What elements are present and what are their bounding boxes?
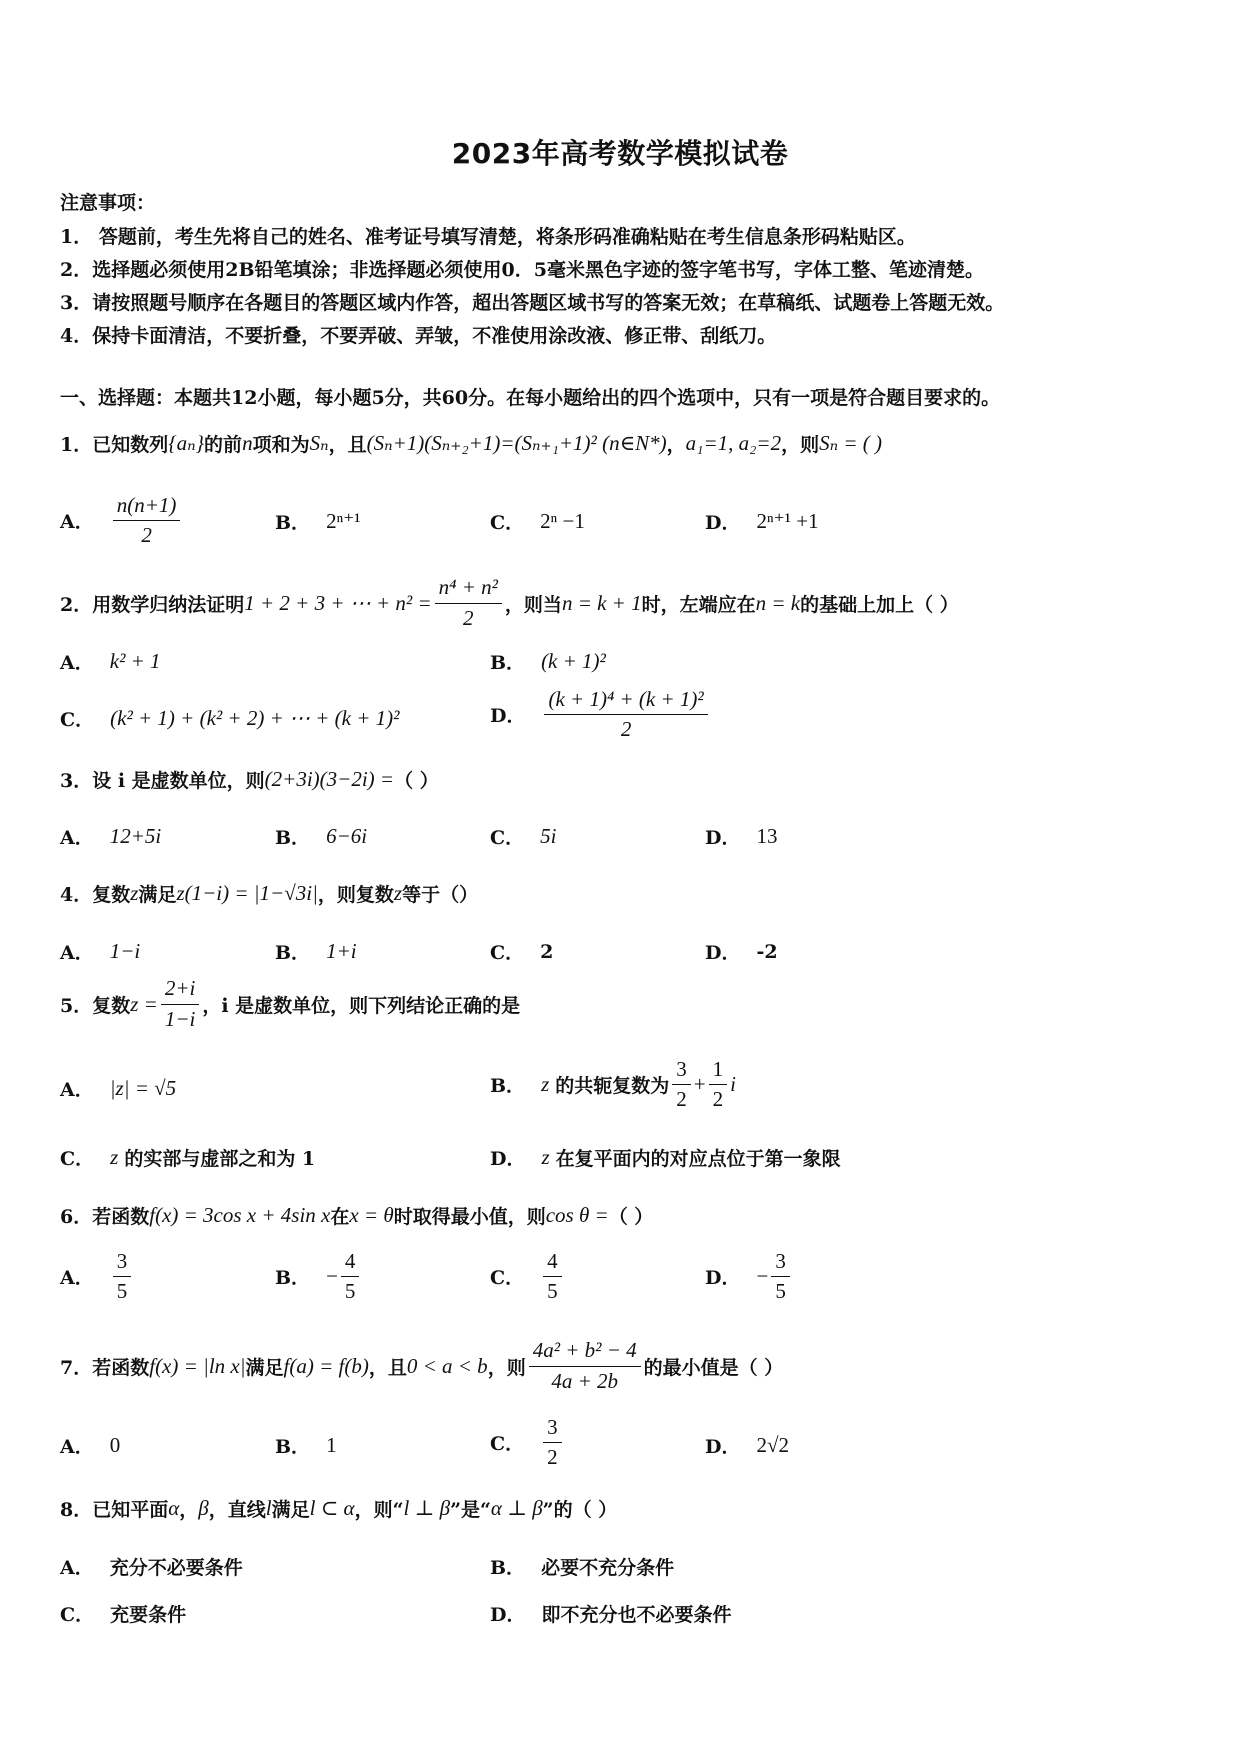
- denominator: 2: [463, 605, 474, 630]
- option-value: 2ⁿ −1: [540, 509, 585, 533]
- q3-option-d[interactable]: [705, 823, 777, 850]
- option-value: k² + 1: [109, 649, 161, 673]
- option-label: C．: [490, 1267, 525, 1290]
- numerator: 3: [543, 1416, 562, 1443]
- option-value: 13: [756, 824, 778, 848]
- option-label: A．: [60, 1079, 94, 1101]
- q6-option-b[interactable]: [275, 1250, 362, 1303]
- q1-option-d[interactable]: [705, 508, 819, 535]
- q5-option-d[interactable]: [490, 1144, 841, 1171]
- q2-text: 时，左端应在: [641, 593, 756, 616]
- option-value: 2√2: [756, 1433, 790, 1457]
- denominator: 4a + 2b: [551, 1368, 618, 1393]
- q8-alpha: α: [168, 1495, 180, 1520]
- q6-text: 6．若函数: [60, 1205, 150, 1228]
- option-label: B．: [490, 1557, 526, 1579]
- question-6: [60, 1198, 1190, 1232]
- q6-option-c[interactable]: [490, 1250, 565, 1303]
- q8-condition-2: α ⊥ β: [490, 1495, 543, 1520]
- q6-function: f(x) = 3cos x + 4sin x: [149, 1202, 331, 1227]
- denominator: 5: [116, 1279, 128, 1304]
- fraction: [113, 494, 181, 547]
- question-7: [60, 1334, 1190, 1398]
- q5-text: ，i 是虚数单位，则下列结论正确的是: [202, 994, 521, 1017]
- q8-text: ，则“: [354, 1498, 404, 1521]
- q1-n: n: [242, 430, 253, 455]
- option-value: 6−6i: [326, 824, 368, 848]
- q8-option-a[interactable]: [60, 1553, 243, 1580]
- q7-text: 满足: [245, 1356, 284, 1379]
- option-label: D．: [490, 1148, 526, 1170]
- q4-option-b[interactable]: [275, 938, 357, 965]
- question-4: [60, 876, 1190, 910]
- option-value: 1: [326, 1433, 337, 1457]
- q8-text: ”的（ ）: [542, 1498, 618, 1521]
- fraction: [543, 1250, 562, 1303]
- option-value: 1+i: [326, 939, 357, 963]
- q8-condition: l ⊂ α: [309, 1495, 355, 1520]
- q4-option-c[interactable]: [490, 938, 553, 965]
- option-value: (k + 1)²: [541, 649, 606, 673]
- q1-option-c[interactable]: [490, 508, 585, 535]
- section-heading: 一、选择题：本题共12小题，每小题5分，共60分。在每小题给出的四个选项中，只有一项是符合题目要求的。: [60, 387, 1001, 409]
- q4-text: 满足: [138, 883, 177, 906]
- option-label: C．: [490, 1433, 525, 1456]
- q6-option-d[interactable]: [705, 1250, 793, 1303]
- q8-condition-1: l ⊥ β: [403, 1495, 451, 1520]
- q2-option-b[interactable]: [490, 648, 606, 675]
- numerator: 2+i: [161, 977, 200, 1004]
- option-label: C．: [490, 512, 525, 534]
- q1-initial: a₁=1, a₂=2: [685, 430, 782, 455]
- option-label: D．: [705, 1267, 741, 1290]
- q2-text: ，则当: [504, 593, 562, 616]
- q2-base: n = k: [755, 590, 801, 615]
- option-value: |z| = √5: [109, 1076, 177, 1100]
- fraction: [709, 1058, 728, 1111]
- plus-sign: +: [693, 1072, 706, 1097]
- option-label: B．: [275, 942, 311, 964]
- option-label: B．: [275, 512, 311, 534]
- option-label: C．: [60, 709, 95, 731]
- numerator: 4a² + b² − 4: [529, 1339, 641, 1366]
- q4-text: 等于（）: [402, 883, 479, 906]
- numerator: 3: [113, 1250, 132, 1277]
- q2-text: 的基础上加上（ ）: [800, 593, 959, 616]
- q1-ask: Sₙ = ( ): [819, 430, 883, 455]
- option-value: 的实部与虚部之和为 1: [124, 1148, 316, 1170]
- numerator: n⁴ + n²: [435, 576, 502, 603]
- option-label: C．: [60, 1604, 95, 1626]
- q2-lhs: 1 + 2 + 3 + ⋯ + n² =: [244, 590, 432, 615]
- fraction: [341, 1250, 360, 1303]
- option-label: B．: [490, 1075, 526, 1098]
- q7-option-a[interactable]: [60, 1432, 120, 1459]
- option-label: D．: [490, 1604, 526, 1626]
- denominator: 2: [712, 1087, 724, 1112]
- numerator: (k + 1)⁴ + (k + 1)²: [544, 688, 707, 715]
- q8-text: 满足: [271, 1498, 310, 1521]
- option-value: 2: [540, 940, 554, 963]
- option-label: A．: [60, 1436, 94, 1458]
- numerator: 3: [771, 1250, 790, 1277]
- option-label: C．: [490, 942, 525, 964]
- option-label: C．: [60, 1148, 95, 1170]
- q1-text: 1．已知数列: [60, 433, 169, 456]
- option-value: 5i: [540, 824, 557, 848]
- option-label: A．: [60, 652, 94, 674]
- option-value: 充分不必要条件: [109, 1557, 243, 1579]
- q7-option-b[interactable]: [275, 1432, 337, 1459]
- option-value: 2ⁿ⁺¹: [326, 509, 361, 533]
- q4-text: 4．复数: [60, 883, 131, 906]
- option-label: B．: [275, 1267, 311, 1290]
- q1-text: ，则: [781, 433, 820, 456]
- option-value: 即不充分也不必要条件: [541, 1604, 732, 1626]
- option-label: D．: [705, 942, 741, 964]
- q1-option-b[interactable]: [275, 508, 361, 535]
- question-3: [60, 762, 1190, 796]
- denominator: 1−i: [164, 1006, 196, 1031]
- option-value: 充要条件: [110, 1604, 187, 1626]
- option-z: z: [110, 1145, 119, 1169]
- denominator: 2: [620, 717, 632, 742]
- q4-expression: z(1−i) = |1−√3i|: [176, 880, 318, 905]
- q4-z: z: [130, 880, 139, 905]
- q8-text: 8．已知平面: [60, 1498, 169, 1521]
- option-label: A．: [60, 1557, 94, 1579]
- fraction: [529, 1339, 641, 1392]
- q6-text: （ ）: [608, 1205, 654, 1228]
- question-5: [60, 972, 1190, 1036]
- q7-text: 的最小值是（ ）: [643, 1356, 784, 1379]
- notice-item-1: 1． 答题前，考生先将自己的姓名、准考证号填写清楚，将条形码准确粘贴在考生信息条形码粘贴区。: [60, 226, 916, 248]
- q8-text: ，: [179, 1498, 199, 1521]
- fraction: [543, 1416, 562, 1469]
- denominator: 5: [775, 1279, 786, 1304]
- numerator: 4: [543, 1250, 562, 1277]
- numerator: 3: [672, 1058, 691, 1085]
- q1-text: ，且: [328, 433, 367, 456]
- option-value: -2: [756, 940, 778, 963]
- q3-expression: (2+3i)(3−2i) =: [264, 766, 395, 791]
- option-value: 必要不充分条件: [541, 1557, 675, 1579]
- option-value: 1−i: [109, 939, 141, 963]
- denominator: 5: [344, 1279, 356, 1304]
- option-value: 的共轭复数为: [555, 1075, 670, 1098]
- q3-text: （ ）: [394, 769, 439, 792]
- q3-text: 3．设 i 是虚数单位，则: [60, 769, 265, 792]
- q7-option-d[interactable]: [705, 1432, 789, 1459]
- q4-z: z: [393, 880, 403, 905]
- q7-range: 0 < a < b: [406, 1353, 488, 1378]
- q7-text: 7．若函数: [60, 1356, 150, 1379]
- q1-text: 项和为: [252, 433, 310, 456]
- q3-option-c[interactable]: [490, 823, 556, 850]
- q7-condition: f(a) = f(b): [283, 1353, 369, 1378]
- fraction: [113, 1250, 132, 1303]
- fraction: [771, 1250, 790, 1303]
- fraction: [161, 977, 200, 1030]
- notice-item-2: 2．选择题必须使用2B铅笔填涂；非选择题必须使用0．5毫米黑色字迹的签字笔书写，字体工整、笔迹清楚。: [60, 259, 984, 281]
- q6-text: 在: [330, 1205, 350, 1228]
- notice-item-4: 4．保持卡面清洁，不要折叠，不要弄破、弄皱，不准使用涂改液、修正带、刮纸刀。: [60, 325, 777, 347]
- option-value: 0: [109, 1433, 121, 1457]
- q4-option-d[interactable]: [705, 938, 778, 965]
- option-value: (k² + 1) + (k² + 2) + ⋯ + (k + 1)²: [110, 706, 400, 730]
- q3-option-a[interactable]: [60, 823, 161, 850]
- option-label: D．: [705, 512, 741, 534]
- q6-text: 时取得最小值，则: [393, 1205, 546, 1228]
- option-label: A．: [60, 942, 94, 964]
- fraction: [672, 1058, 691, 1111]
- q7-function: f(x) = |ln x|: [149, 1353, 246, 1378]
- option-label: B．: [490, 652, 526, 674]
- option-label: D．: [705, 1436, 741, 1458]
- sign: −: [756, 1264, 769, 1289]
- q7-option-c[interactable]: [490, 1416, 565, 1469]
- q1-sn: Sₙ: [309, 430, 329, 455]
- option-z: z: [541, 1072, 550, 1097]
- q8-text: ”是“: [450, 1498, 491, 1521]
- numerator: n(n+1): [113, 494, 181, 521]
- denominator: 5: [547, 1279, 558, 1304]
- fraction: [544, 688, 707, 741]
- option-label: A．: [60, 511, 94, 534]
- q8-option-c[interactable]: [60, 1600, 186, 1627]
- option-label: C．: [490, 827, 525, 849]
- question-8: [60, 1491, 1190, 1525]
- q1-option-a[interactable]: [60, 494, 183, 547]
- sign: −: [326, 1264, 338, 1289]
- option-label: A．: [60, 1267, 94, 1290]
- option-label: D．: [490, 705, 526, 728]
- q6-option-a[interactable]: [60, 1250, 134, 1303]
- imaginary-unit: i: [730, 1072, 736, 1097]
- option-value: 12+5i: [109, 824, 162, 848]
- notice-item-3: 3．请按照题号顺序在各题目的答题区域内作答，超出答题区域书写的答案无效；在草稿纸、试题卷上答题无效。: [60, 292, 1005, 314]
- q4-text: ，则复数: [317, 883, 394, 906]
- q5-option-b[interactable]: [490, 1058, 736, 1111]
- option-z: z: [541, 1145, 550, 1169]
- q3-option-b[interactable]: [275, 823, 367, 850]
- q2-text: 2．用数学归纳法证明: [60, 593, 245, 616]
- denominator: 2: [676, 1087, 687, 1112]
- q1-condition: (Sₙ+1)(Sₙ₊₂+1)=(Sₙ₊₁+1)² (n∈N*): [366, 430, 667, 455]
- question-2: [60, 573, 1190, 633]
- option-label: D．: [705, 827, 741, 849]
- q2-option-d[interactable]: [490, 688, 711, 741]
- q8-option-b[interactable]: [490, 1553, 674, 1580]
- q5-option-a[interactable]: [60, 1075, 176, 1102]
- numerator: 1: [709, 1058, 728, 1085]
- denominator: 2: [547, 1445, 558, 1470]
- question-1: [60, 425, 1190, 461]
- q7-text: ，且: [368, 1356, 407, 1379]
- q1-seq: {aₙ}: [168, 430, 205, 455]
- q5-z: z =: [130, 991, 158, 1016]
- option-label: A．: [60, 827, 94, 849]
- q8-option-d[interactable]: [490, 1600, 732, 1627]
- q2-option-c[interactable]: [60, 705, 399, 732]
- q2-option-a[interactable]: [60, 648, 161, 675]
- q5-option-c[interactable]: [60, 1144, 315, 1171]
- q4-option-a[interactable]: [60, 938, 140, 965]
- q7-text: ，则: [487, 1356, 526, 1379]
- q1-text: 的前: [204, 433, 243, 456]
- option-label: B．: [275, 827, 311, 849]
- q5-text: 5．复数: [60, 994, 131, 1017]
- notice-heading: 注意事项：: [60, 192, 156, 214]
- q8-text: ，直线: [208, 1498, 266, 1521]
- q1-text: ，: [666, 433, 686, 456]
- page-title: 2023年高考数学模拟试卷: [451, 137, 789, 170]
- q8-line: l: [265, 1495, 272, 1520]
- q6-ask: cos θ =: [545, 1202, 609, 1227]
- numerator: 4: [341, 1250, 360, 1277]
- q6-at: x = θ: [349, 1202, 394, 1227]
- fraction: [435, 576, 502, 629]
- denominator: 2: [141, 523, 152, 548]
- option-label: B．: [275, 1436, 311, 1458]
- q8-beta: β: [198, 1495, 209, 1520]
- option-value: 在复平面内的对应点位于第一象限: [555, 1148, 841, 1170]
- q2-condition: n = k + 1: [561, 590, 642, 615]
- option-value: 2ⁿ⁺¹ +1: [756, 509, 819, 533]
